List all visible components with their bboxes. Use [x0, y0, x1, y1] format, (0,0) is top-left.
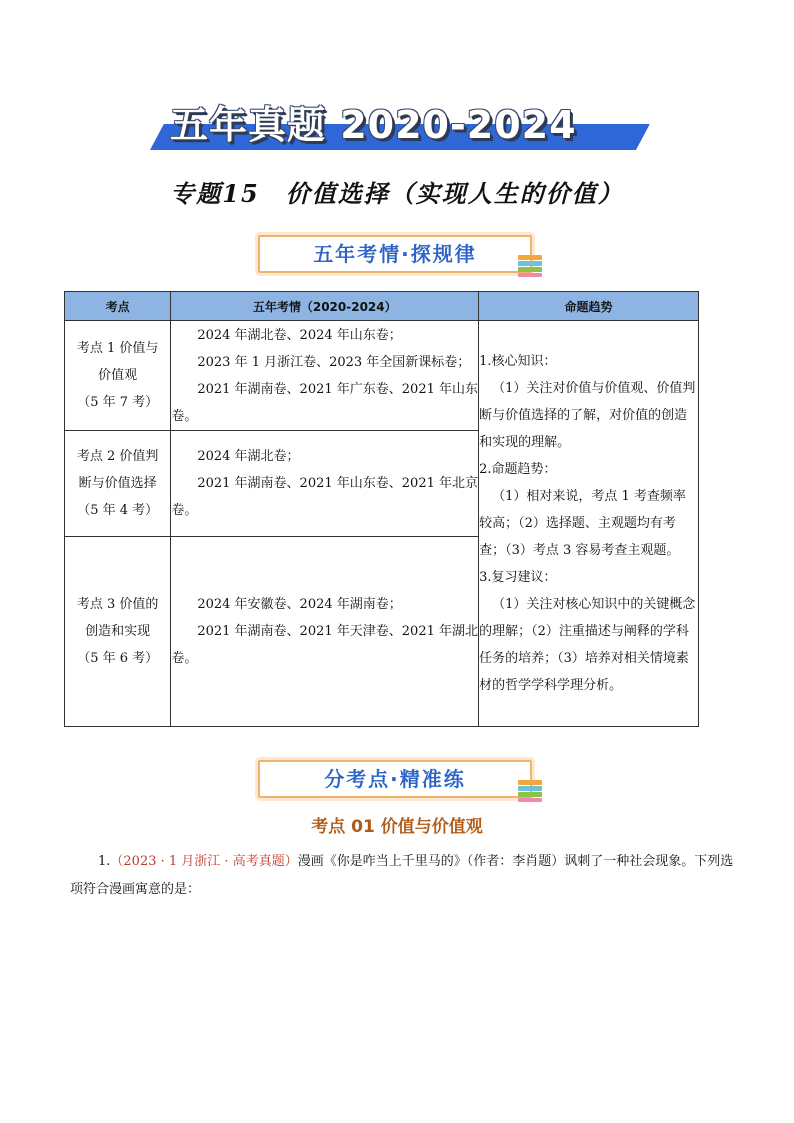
exam-trend-table	[64, 291, 699, 727]
question-text: 漫画《你是咋当上千里马的》（作者：李肖题）讽刺了一种社会现象。下列选项符合漫画寓意的是：	[70, 854, 734, 897]
practice-badge-label: 分考点·精准练	[324, 767, 466, 791]
trend-cell	[479, 321, 699, 727]
table-row	[65, 321, 699, 431]
years-line: 2024 年安徽卷、2024 年湖南卷；	[197, 597, 402, 612]
kaodian-line: （5 年 6 考）	[77, 651, 159, 666]
kaodian-line: 考点 1 价值与	[76, 341, 159, 356]
trend-heading: 1.核心知识：	[479, 354, 557, 369]
kaodian-cell	[65, 537, 171, 727]
kaodian-line: 考点 2 价值判	[76, 449, 159, 464]
banner-title: 五年真题 2020-2024	[170, 103, 577, 147]
kaodian-cell	[65, 431, 171, 537]
question-source: （2023 · 1 月浙江 · 高考真题）	[110, 854, 298, 869]
kaodian-line: 价值观	[98, 368, 138, 383]
years-line: 2021 年湖南卷、2021 年广东卷、2021 年山东卷。	[171, 381, 478, 424]
header-banner	[150, 100, 640, 156]
kaodian-line: （5 年 4 考）	[77, 503, 159, 518]
trend-heading: 3.复习建议：	[479, 570, 557, 585]
kaodian-line: 考点 3 价值的	[76, 597, 159, 612]
years-line: 2024 年湖北卷、2024 年山东卷；	[197, 327, 402, 343]
topic-subtitle: 专题15 价值选择（实现人生的价值）	[170, 179, 624, 208]
section-title: 考点 01 价值与价值观	[311, 817, 483, 837]
kaodian-line: 创造和实现	[85, 624, 151, 639]
years-cell	[171, 431, 479, 537]
kaodian-cell	[65, 321, 171, 431]
trends-badge-label: 五年考情·探规律	[313, 242, 477, 266]
question-number: 1.	[98, 854, 111, 869]
books-icon	[518, 255, 544, 277]
trend-text: （1）关注对价值与价值观、价值判断与价值选择的了解，对价值的创造和实现的理解。	[479, 381, 696, 450]
header-years: 五年考情（2020-2024）	[171, 292, 479, 321]
trend-heading: 2.命题趋势：	[479, 462, 557, 477]
years-cell	[171, 537, 479, 727]
years-line: 2024 年湖北卷；	[197, 449, 300, 464]
years-line: 2023 年 1 月浙江卷、2023 年全国新课标卷；	[197, 354, 471, 370]
years-cell	[171, 321, 479, 431]
question-1	[70, 848, 734, 904]
header-trend: 命题趋势	[479, 292, 699, 321]
trend-text: （1）相对来说，考点 1 考查频率较高；（2）选择题、主观题均有考查；（3）考点 3 容易考查主观题。	[479, 489, 686, 558]
trends-badge	[258, 235, 532, 273]
years-line: 2021 年湖南卷、2021 年山东卷、2021 年北京卷。	[171, 476, 478, 518]
header-kaodian: 考点	[65, 292, 171, 321]
table-header-row	[65, 292, 699, 321]
years-line: 2021 年湖南卷、2021 年天津卷、2021 年湖北卷。	[171, 624, 478, 666]
kaodian-line: （5 年 7 考）	[77, 395, 159, 410]
practice-badge	[258, 760, 532, 798]
books-icon	[518, 780, 544, 802]
kaodian-line: 断与价值选择	[78, 476, 157, 491]
trend-text: （1）关注对核心知识中的关键概念的理解；（2）注重描述与阐释的学科任务的培养；（3）培养对相关情境素材的哲学学科学理分析。	[479, 597, 696, 693]
